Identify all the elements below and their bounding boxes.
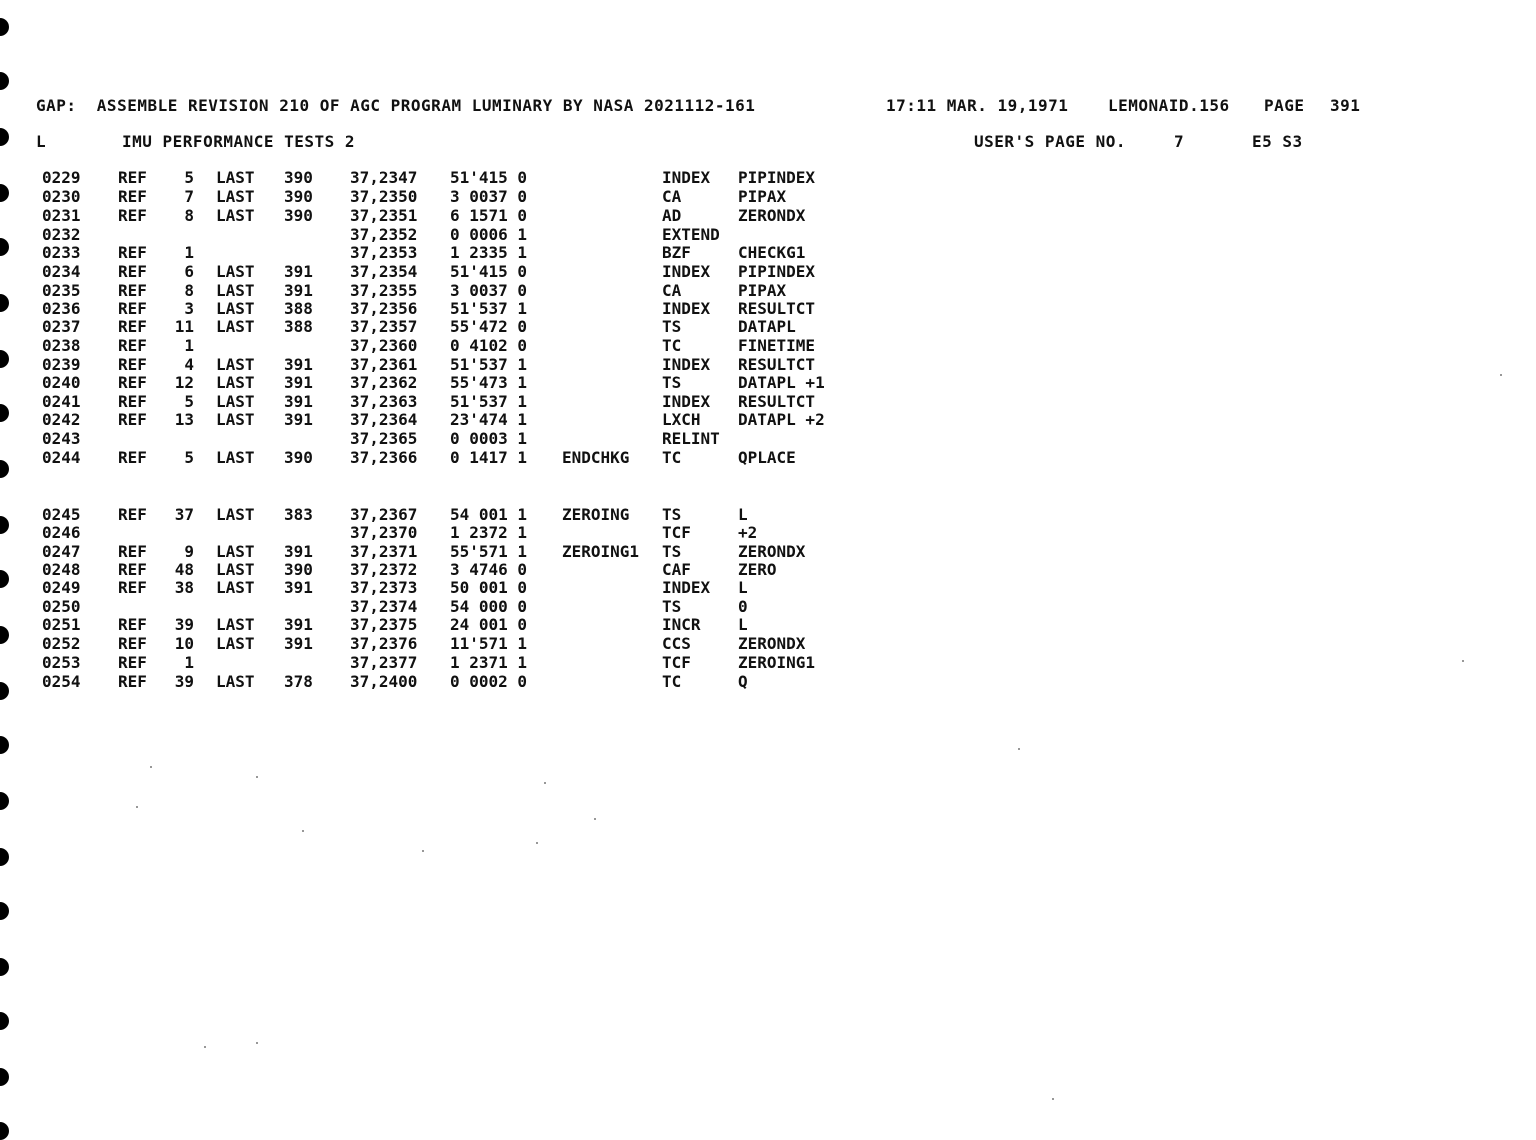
line-number: 0239 <box>42 355 81 374</box>
ref-count: 9 <box>184 542 194 561</box>
scan-speck <box>536 842 538 844</box>
opcode: TS <box>662 505 682 524</box>
line-number: 0233 <box>42 243 81 262</box>
last-page: 390 <box>284 206 313 225</box>
octal-code: 11'571 1 <box>450 634 528 653</box>
last-page: 388 <box>284 317 313 336</box>
ref-keyword: REF <box>118 317 147 336</box>
last-page: 391 <box>284 281 313 300</box>
ref-count: 12 <box>174 373 194 392</box>
opcode: INDEX <box>662 262 711 281</box>
memory-address: 37,2355 <box>350 281 418 300</box>
opcode: INDEX <box>662 392 711 411</box>
operand: PIPAX <box>738 281 787 300</box>
ref-count: 8 <box>184 281 194 300</box>
line-number: 0236 <box>42 299 81 318</box>
ref-count: 1 <box>184 243 194 262</box>
octal-code: 54 001 1 <box>450 505 528 524</box>
last-page: 391 <box>284 542 313 561</box>
operand: RESULTCT <box>738 355 816 374</box>
scan-speck <box>150 766 152 768</box>
line-number: 0240 <box>42 373 81 392</box>
section-code: E5 S3 <box>1252 132 1303 151</box>
line-number: 0242 <box>42 410 81 429</box>
last-page: 390 <box>284 187 313 206</box>
ref-keyword: REF <box>118 392 147 411</box>
section-title: IMU PERFORMANCE TESTS 2 <box>122 132 356 151</box>
last-keyword: LAST <box>216 410 255 429</box>
memory-address: 37,2356 <box>350 299 418 318</box>
ref-keyword: REF <box>118 243 147 262</box>
scan-speck <box>256 776 258 778</box>
line-number: 0248 <box>42 560 81 579</box>
line-number: 0253 <box>42 653 81 672</box>
operand: ZERONDX <box>738 634 806 653</box>
operand: PIPAX <box>738 187 787 206</box>
opcode: RELINT <box>662 429 720 448</box>
memory-address: 37,2365 <box>350 429 418 448</box>
line-number: 0245 <box>42 505 81 524</box>
line-number: 0244 <box>42 448 81 467</box>
opcode: INDEX <box>662 355 711 374</box>
line-number: 0243 <box>42 429 81 448</box>
line-number: 0237 <box>42 317 81 336</box>
operand: Q <box>738 672 748 691</box>
opcode: TCF <box>662 523 691 542</box>
ref-count: 10 <box>174 634 194 653</box>
memory-address: 37,2362 <box>350 373 418 392</box>
line-number: 0229 <box>42 168 81 187</box>
octal-code: 1 2335 1 <box>450 243 528 262</box>
last-keyword: LAST <box>216 578 255 597</box>
scan-speck <box>1018 748 1020 750</box>
last-page: 378 <box>284 672 313 691</box>
octal-code: 1 2371 1 <box>450 653 528 672</box>
line-number: 0246 <box>42 523 81 542</box>
last-page: 390 <box>284 168 313 187</box>
listing-row <box>0 615 900 634</box>
ref-count: 5 <box>184 392 194 411</box>
memory-address: 37,2360 <box>350 336 418 355</box>
last-keyword: LAST <box>216 281 255 300</box>
scan-speck <box>136 806 138 808</box>
memory-address: 37,2366 <box>350 448 418 467</box>
ref-count: 1 <box>184 336 194 355</box>
last-page: 391 <box>284 392 313 411</box>
memory-address: 37,2352 <box>350 225 418 244</box>
octal-code: 54 000 0 <box>450 597 528 616</box>
ref-count: 13 <box>174 410 194 429</box>
memory-address: 37,2363 <box>350 392 418 411</box>
opcode: CCS <box>662 634 691 653</box>
line-number: 0251 <box>42 615 81 634</box>
octal-code: 0 0006 1 <box>450 225 528 244</box>
ref-keyword: REF <box>118 299 147 318</box>
operand: L <box>738 615 748 634</box>
opcode: INDEX <box>662 299 711 318</box>
memory-address: 37,2351 <box>350 206 418 225</box>
scan-speck <box>1052 1098 1054 1100</box>
octal-code: 3 0037 0 <box>450 281 528 300</box>
ref-count: 11 <box>174 317 194 336</box>
users-page-label: USER'S PAGE NO. <box>974 132 1126 151</box>
opcode: TC <box>662 672 682 691</box>
octal-code: 51'537 1 <box>450 355 528 374</box>
ref-keyword: REF <box>118 168 147 187</box>
last-page: 390 <box>284 560 313 579</box>
ref-count: 48 <box>174 560 194 579</box>
ref-keyword: REF <box>118 505 147 524</box>
octal-code: 51'537 1 <box>450 299 528 318</box>
operand: 0 <box>738 597 748 616</box>
ref-count: 6 <box>184 262 194 281</box>
last-page: 391 <box>284 578 313 597</box>
line-number: 0234 <box>42 262 81 281</box>
memory-address: 37,2347 <box>350 168 418 187</box>
symbol-label: ENDCHKG <box>562 448 630 467</box>
listing-row <box>0 523 900 542</box>
listing-mark: L <box>36 132 47 151</box>
listing-row <box>0 634 900 653</box>
ref-keyword: REF <box>118 560 147 579</box>
operand: ZEROING1 <box>738 653 816 672</box>
last-keyword: LAST <box>216 542 255 561</box>
last-page: 391 <box>284 262 313 281</box>
memory-address: 37,2364 <box>350 410 418 429</box>
last-page: 383 <box>284 505 313 524</box>
memory-address: 37,2357 <box>350 317 418 336</box>
line-number: 0250 <box>42 597 81 616</box>
operand: PIPINDEX <box>738 262 816 281</box>
octal-code: 51'537 1 <box>450 392 528 411</box>
last-keyword: LAST <box>216 168 255 187</box>
operand: QPLACE <box>738 448 796 467</box>
operand: RESULTCT <box>738 299 816 318</box>
opcode: TS <box>662 317 682 336</box>
last-page: 391 <box>284 373 313 392</box>
opcode: INDEX <box>662 168 711 187</box>
symbol-label: ZEROING <box>562 505 630 524</box>
last-keyword: LAST <box>216 299 255 318</box>
page-label: PAGE <box>1264 96 1305 115</box>
scan-speck <box>204 1046 206 1048</box>
listing-row <box>0 373 900 392</box>
line-number: 0235 <box>42 281 81 300</box>
ref-keyword: REF <box>118 262 147 281</box>
last-keyword: LAST <box>216 317 255 336</box>
last-keyword: LAST <box>216 448 255 467</box>
octal-code: 55'473 1 <box>450 373 528 392</box>
ref-count: 5 <box>184 168 194 187</box>
ref-count: 5 <box>184 448 194 467</box>
last-page: 391 <box>284 615 313 634</box>
memory-address: 37,2367 <box>350 505 418 524</box>
last-page: 388 <box>284 299 313 318</box>
last-keyword: LAST <box>216 392 255 411</box>
memory-address: 37,2350 <box>350 187 418 206</box>
opcode: TS <box>662 373 682 392</box>
listing-row <box>0 317 900 336</box>
listing-row <box>0 336 900 355</box>
last-keyword: LAST <box>216 615 255 634</box>
octal-code: 0 0003 1 <box>450 429 528 448</box>
line-number: 0252 <box>42 634 81 653</box>
last-keyword: LAST <box>216 672 255 691</box>
memory-address: 37,2361 <box>350 355 418 374</box>
opcode: AD <box>662 206 682 225</box>
operand: PIPINDEX <box>738 168 816 187</box>
operand: ZERONDX <box>738 542 806 561</box>
scan-speck <box>302 830 304 832</box>
listing-row <box>0 225 900 244</box>
last-keyword: LAST <box>216 560 255 579</box>
opcode: TS <box>662 597 682 616</box>
memory-address: 37,2371 <box>350 542 418 561</box>
listing-row <box>0 168 900 187</box>
listing-row <box>0 243 900 262</box>
octal-code: 24 001 0 <box>450 615 528 634</box>
listing-row <box>0 299 900 318</box>
listing-row <box>0 653 900 672</box>
octal-code: 55'571 1 <box>450 542 528 561</box>
operand: DATAPL +2 <box>738 410 825 429</box>
last-keyword: LAST <box>216 262 255 281</box>
listing-row <box>0 542 900 561</box>
octal-code: 3 4746 0 <box>450 560 528 579</box>
octal-code: 51'415 0 <box>450 168 528 187</box>
last-page: 390 <box>284 448 313 467</box>
listing-row <box>0 355 900 374</box>
ref-keyword: REF <box>118 281 147 300</box>
listing-row <box>0 410 900 429</box>
opcode: CA <box>662 281 682 300</box>
operand: RESULTCT <box>738 392 816 411</box>
ref-keyword: REF <box>118 187 147 206</box>
last-keyword: LAST <box>216 505 255 524</box>
last-keyword: LAST <box>216 187 255 206</box>
octal-code: 23'474 1 <box>450 410 528 429</box>
octal-code: 1 2372 1 <box>450 523 528 542</box>
ref-keyword: REF <box>118 578 147 597</box>
symbol-label: ZEROING1 <box>562 542 640 561</box>
ref-count: 39 <box>174 672 194 691</box>
last-page: 391 <box>284 634 313 653</box>
opcode: TCF <box>662 653 691 672</box>
listing-row <box>0 505 900 524</box>
listing-row <box>0 448 900 467</box>
memory-address: 37,2372 <box>350 560 418 579</box>
octal-code: 51'415 0 <box>450 262 528 281</box>
line-number: 0231 <box>42 206 81 225</box>
octal-code: 50 001 0 <box>450 578 528 597</box>
page-number: 391 <box>1330 96 1361 115</box>
ref-keyword: REF <box>118 672 147 691</box>
line-number: 0238 <box>42 336 81 355</box>
source-file: LEMONAID.156 <box>1108 96 1230 115</box>
memory-address: 37,2353 <box>350 243 418 262</box>
last-keyword: LAST <box>216 355 255 374</box>
octal-code: 0 1417 1 <box>450 448 528 467</box>
scan-speck <box>1462 660 1464 662</box>
last-page: 391 <box>284 355 313 374</box>
memory-address: 37,2377 <box>350 653 418 672</box>
memory-address: 37,2375 <box>350 615 418 634</box>
last-page: 391 <box>284 410 313 429</box>
ref-count: 37 <box>174 505 194 524</box>
listing-row <box>0 578 900 597</box>
line-number: 0247 <box>42 542 81 561</box>
scan-speck <box>594 818 596 820</box>
listing-row <box>0 672 900 691</box>
opcode: EXTEND <box>662 225 720 244</box>
opcode: BZF <box>662 243 691 262</box>
ref-count: 4 <box>184 355 194 374</box>
operand: ZERONDX <box>738 206 806 225</box>
timestamp: 17:11 MAR. 19,1971 <box>886 96 1069 115</box>
line-number: 0249 <box>42 578 81 597</box>
ref-count: 1 <box>184 653 194 672</box>
opcode: CA <box>662 187 682 206</box>
ref-keyword: REF <box>118 615 147 634</box>
line-number: 0232 <box>42 225 81 244</box>
last-keyword: LAST <box>216 206 255 225</box>
ref-keyword: REF <box>118 206 147 225</box>
ref-keyword: REF <box>118 355 147 374</box>
listing-row <box>0 281 900 300</box>
scan-speck <box>544 782 546 784</box>
line-number: 0230 <box>42 187 81 206</box>
operand: ZERO <box>738 560 777 579</box>
octal-code: 3 0037 0 <box>450 187 528 206</box>
listing-row <box>0 262 900 281</box>
operand: DATAPL <box>738 317 796 336</box>
scan-speck <box>256 1042 258 1044</box>
scan-speck <box>1500 374 1502 376</box>
listing-row <box>0 429 900 448</box>
opcode: TC <box>662 336 682 355</box>
operand: L <box>738 578 748 597</box>
users-page-number: 7 <box>1174 132 1185 151</box>
ref-keyword: REF <box>118 373 147 392</box>
ref-keyword: REF <box>118 448 147 467</box>
opcode: INCR <box>662 615 701 634</box>
assembly-header: GAP: ASSEMBLE REVISION 210 OF AGC PROGRAM LUMINARY BY NASA 2021112-161 <box>36 96 756 115</box>
ref-count: 38 <box>174 578 194 597</box>
operand: FINETIME <box>738 336 816 355</box>
memory-address: 37,2373 <box>350 578 418 597</box>
operand: L <box>738 505 748 524</box>
listing-row <box>0 392 900 411</box>
memory-address: 37,2376 <box>350 634 418 653</box>
operand: +2 <box>738 523 758 542</box>
octal-code: 0 4102 0 <box>450 336 528 355</box>
last-keyword: LAST <box>216 373 255 392</box>
opcode: TS <box>662 542 682 561</box>
opcode: INDEX <box>662 578 711 597</box>
operand: DATAPL +1 <box>738 373 825 392</box>
listing-row <box>0 560 900 579</box>
line-number: 0241 <box>42 392 81 411</box>
listing-row <box>0 206 900 225</box>
ref-keyword: REF <box>118 336 147 355</box>
listing-row <box>0 597 900 616</box>
opcode: TC <box>662 448 682 467</box>
memory-address: 37,2354 <box>350 262 418 281</box>
octal-code: 0 0002 0 <box>450 672 528 691</box>
ref-keyword: REF <box>118 653 147 672</box>
ref-count: 8 <box>184 206 194 225</box>
line-number: 0254 <box>42 672 81 691</box>
octal-code: 55'472 0 <box>450 317 528 336</box>
memory-address: 37,2374 <box>350 597 418 616</box>
ref-count: 39 <box>174 615 194 634</box>
ref-keyword: REF <box>118 542 147 561</box>
operand: CHECKG1 <box>738 243 806 262</box>
memory-address: 37,2370 <box>350 523 418 542</box>
listing-row <box>0 187 900 206</box>
ref-keyword: REF <box>118 634 147 653</box>
last-keyword: LAST <box>216 634 255 653</box>
octal-code: 6 1571 0 <box>450 206 528 225</box>
memory-address: 37,2400 <box>350 672 418 691</box>
scan-speck <box>422 850 424 852</box>
ref-keyword: REF <box>118 410 147 429</box>
ref-count: 3 <box>184 299 194 318</box>
opcode: CAF <box>662 560 691 579</box>
ref-count: 7 <box>184 187 194 206</box>
opcode: LXCH <box>662 410 701 429</box>
